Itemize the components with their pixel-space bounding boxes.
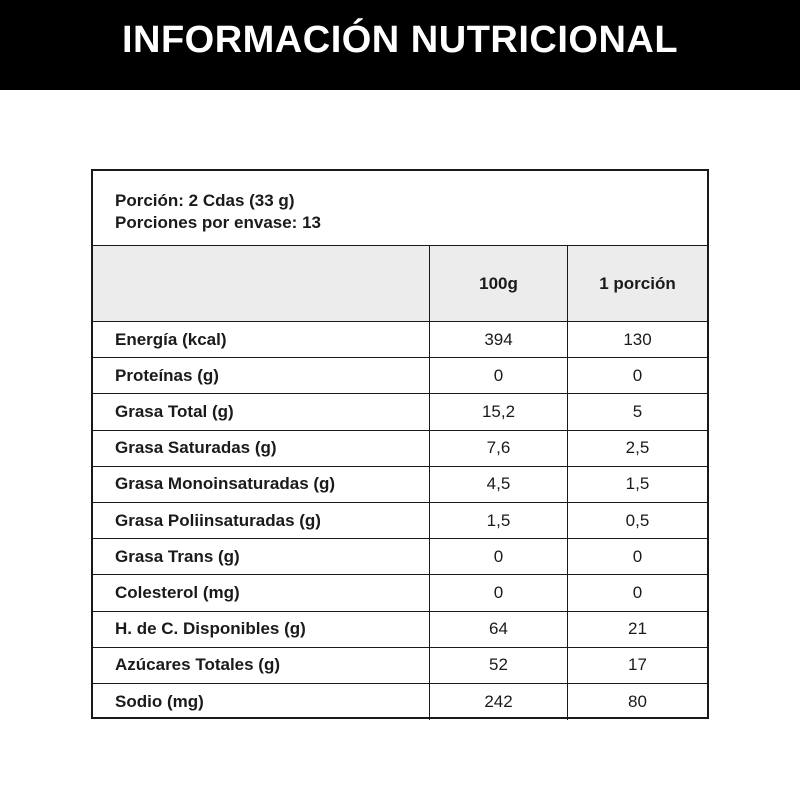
nutrient-name: Grasa Poliinsaturadas (g): [115, 510, 321, 530]
column-header-portion: 1 porción: [567, 246, 707, 321]
table-row: [93, 431, 707, 467]
page-title: INFORMACIÓN NUTRICIONAL: [121, 18, 679, 61]
portion-info: [93, 171, 707, 246]
value-per-100g: 394: [429, 322, 567, 357]
nutrient-name: H. de C. Disponibles (g): [115, 619, 306, 639]
value-per-portion: 0: [567, 358, 707, 393]
table-row: [93, 503, 707, 539]
column-header-100g: 100g: [429, 246, 567, 321]
table-row: [93, 358, 707, 394]
nutrient-name: Energía (kcal): [115, 329, 227, 349]
nutrient-name: Grasa Monoinsaturadas (g): [115, 474, 336, 494]
portions-per-container: Porciones por envase: 13: [115, 213, 321, 232]
nutrient-name: Sodio (mg): [115, 691, 204, 711]
value-per-100g: 4,5: [429, 467, 567, 502]
header-bar: [0, 0, 800, 90]
value-per-100g: 1,5: [429, 503, 567, 538]
table-row: [93, 394, 707, 430]
table-row: [93, 575, 707, 611]
table-row: [93, 539, 707, 575]
value-per-portion: 2,5: [567, 431, 707, 466]
portion-size: Porción: 2 Cdas (33 g): [115, 191, 295, 210]
value-per-portion: 21: [567, 612, 707, 647]
value-per-portion: 5: [567, 394, 707, 429]
table-row: [93, 684, 707, 720]
value-per-portion: 0,5: [567, 503, 707, 538]
table-row: [93, 322, 707, 358]
nutrient-name: Grasa Total (g): [115, 401, 234, 421]
value-per-portion: 17: [567, 648, 707, 683]
column-header-nutrient: [93, 246, 429, 321]
value-per-portion: 80: [567, 684, 707, 720]
value-per-portion: 1,5: [567, 467, 707, 502]
table-row: [93, 648, 707, 684]
nutrient-name: Grasa Saturadas (g): [115, 438, 277, 458]
table-row: [93, 467, 707, 503]
nutrition-table: [91, 169, 709, 719]
value-per-portion: 130: [567, 322, 707, 357]
value-per-100g: 0: [429, 358, 567, 393]
table-header-row: [93, 246, 707, 322]
value-per-100g: 64: [429, 612, 567, 647]
value-per-portion: 0: [567, 575, 707, 610]
nutrient-name: Proteínas (g): [115, 365, 219, 385]
value-per-100g: 0: [429, 539, 567, 574]
nutrient-name: Colesterol (mg): [115, 582, 240, 602]
nutrient-name: Grasa Trans (g): [115, 546, 240, 566]
value-per-100g: 242: [429, 684, 567, 720]
value-per-100g: 52: [429, 648, 567, 683]
value-per-portion: 0: [567, 539, 707, 574]
value-per-100g: 7,6: [429, 431, 567, 466]
nutrient-name: Azúcares Totales (g): [115, 655, 281, 675]
value-per-100g: 0: [429, 575, 567, 610]
table-row: [93, 612, 707, 648]
value-per-100g: 15,2: [429, 394, 567, 429]
